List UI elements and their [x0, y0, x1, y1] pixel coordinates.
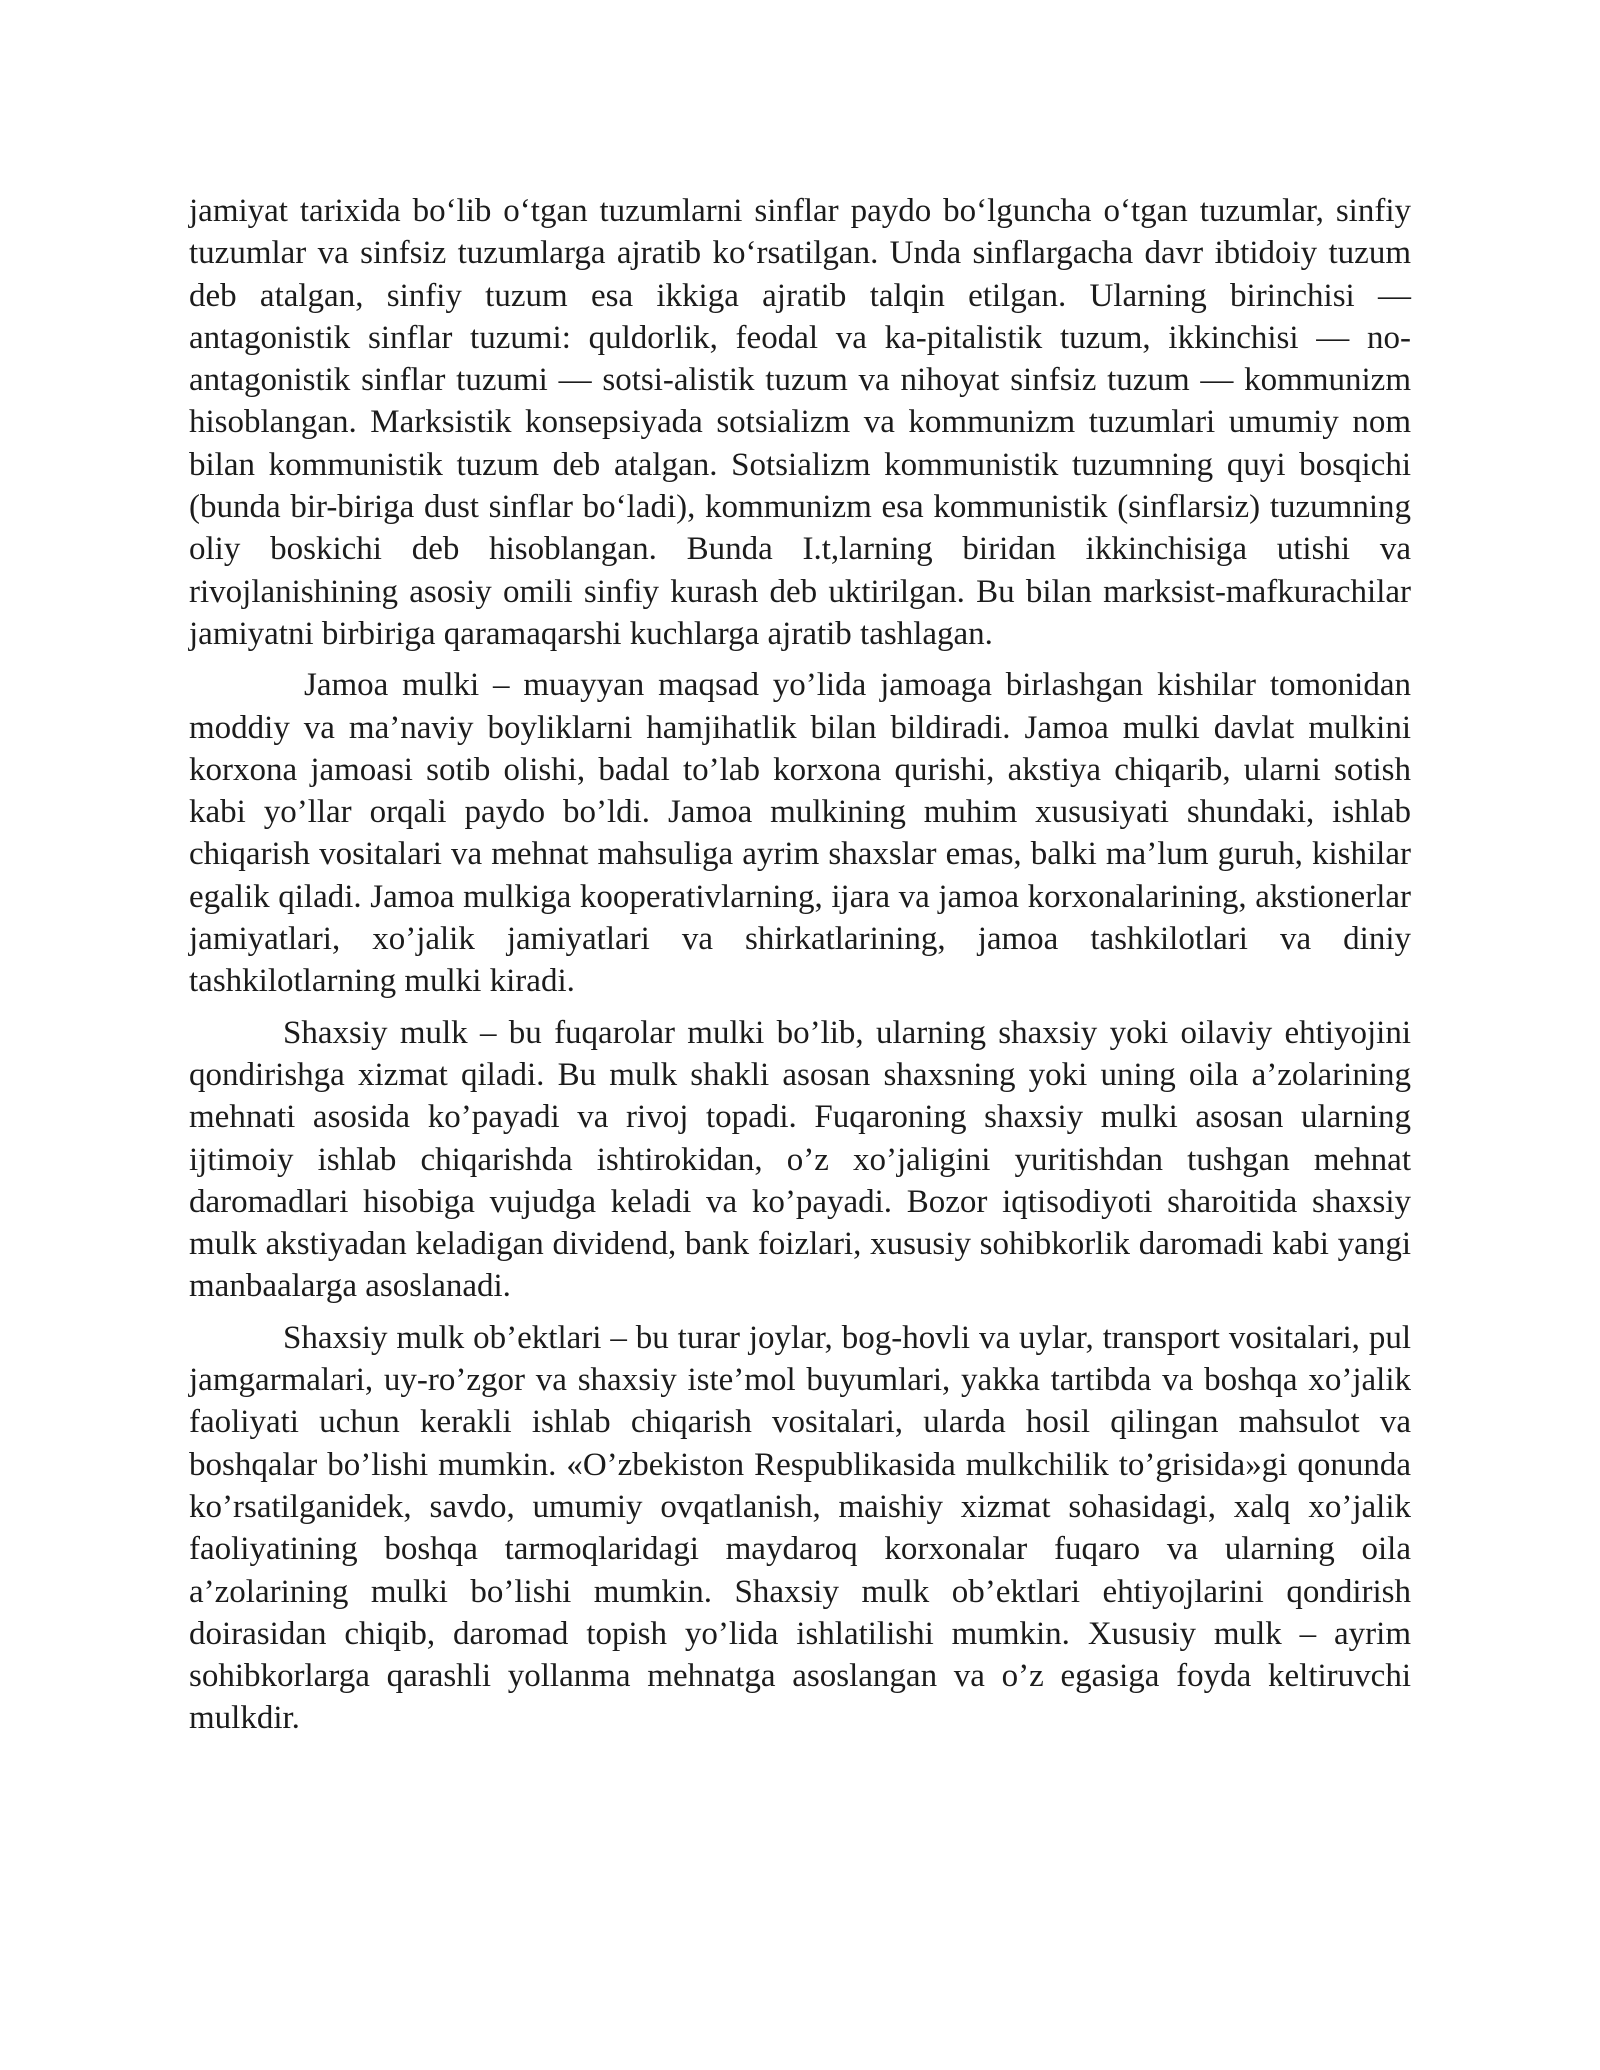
paragraph-3: Shaxsiy mulk – bu fuqarolar mulki bo’lib, ularning shaxsiy yoki oilaviy ehtiyojini qondirishga xizmat qiladi. Bu mulk shakli asosan shaxsning yoki uning oila a’zolarining mehnati asosida ko’payadi va rivoj topadi. Fuqaroning shaxsiy mulki asosan ularning ijtimoiy ishlab chiqarishda ishtirokidan, o’z xo’jaligini yuritishdan tushgan mehnat daromadlari hisobiga vujudga keladi va ko’payadi. Bozor iqtisodiyoti sharoitida shaxsiy mulk akstiyadan keladigan dividend, bank foizlari, xususiy sohibkorlik daromadi kabi yangi manbaalarga asoslanadi.: [189, 1014, 1411, 1305]
document-page: [189, 190, 1411, 1749]
paragraph-4: Shaxsiy mulk ob’ektlari – bu turar joylar, bog-hovli va uylar, transport vositalari, pul jamgarmalari, uy-ro’zgor va shaxsiy iste’mol buyumlari, yakka tartibda va boshqa xo’jalik faoliyati uchun kerakli ishlab chiqarish vositalari, ularda hosil qilingan mahsulot va boshqalar bo’lishi mumkin. «O’zbekiston Respublikasida mulkchilik to’grisida»gi qonunda ko’rsatilganidek, savdo, umumiy ovqatlanish, maishiy xizmat sohasidagi, xalq xo’jalik faoliyatining boshqa tarmoqlaridagi maydaroq korxonalar fuqaro va ularning oila a’zolarining mulki bo’lishi mumkin. Shaxsiy mulk ob’ektlari ehtiyojlarini qondirish doirasidan chiqib, daromad topish yo’lida ishlatilishi mumkin. Xususiy mulk – ayrim sohibkorlarga qarashli yollanma mehnatga asoslangan va o’z egasiga foyda keltiruvchi mulkdir.: [189, 1319, 1411, 1737]
paragraph-2: Jamoa mulki – muayyan maqsad yo’lida jamoaga birlashgan kishilar tomonidan moddiy va ma’naviy boyliklarni hamjihatlik bilan bildiradi. Jamoa mulki davlat mulkini korxona jamoasi sotib olishi, badal to’lab korxona qurishi, akstiya chiqarib, ularni sotish kabi yo’llar orqali paydo bo’ldi. Jamoa mulkining muhim xususiyati shundaki, ishlab chiqarish vositalari va mehnat mahsuliga ayrim shaxslar emas, balki ma’lum guruh, kishilar egalik qiladi. Jamoa mulkiga kooperativlarning, ijara va jamoa korxonalarining, akstionerlar jamiyatlari, xo’jalik jamiyatlari va shirkatlarining, jamoa tashkilotlari va diniy tashkilotlarning mulki kiradi.: [189, 667, 1411, 1000]
paragraph-1: jamiyat tarixida bo‘lib o‘tgan tuzumlarni sinflar paydo bo‘lguncha o‘tgan tuzumlar, sinfiy tuzumlar va sinfsiz tuzumlarga ajratib ko‘rsatilgan. Unda sinflargacha davr ibtidoiy tuzum deb atalgan, sinfiy tuzum esa ikkiga ajratib talqin etilgan. Ularning birinchisi — antagonistik sinflar tuzumi: quldorlik, feodal va ka-pitalistik tuzum, ikkinchisi — no-antagonistik sinflar tuzumi — sotsi-alistik tuzum va nihoyat sinfsiz tuzum — kommunizm hisoblangan. Marksistik konsepsiyada sotsializm va kommunizm tuzumlari umumiy nom bilan kommunistik tuzum deb atalgan. Sotsializm kommunistik tuzumning quyi bosqichi (bunda bir-biriga dust sinflar bo‘ladi), kommunizm esa kommunistik (sinflarsiz) tuzumning oliy boskichi deb hisoblangan. Bunda I.t,larning biridan ikkinchisiga utishi va rivojlanishining asosiy omili sinfiy kurash deb uktirilgan. Bu bilan marksist-mafkurachilar jamiyatni birbiriga qaramaqarshi kuchlarga ajratib tashlagan.: [189, 193, 1411, 652]
